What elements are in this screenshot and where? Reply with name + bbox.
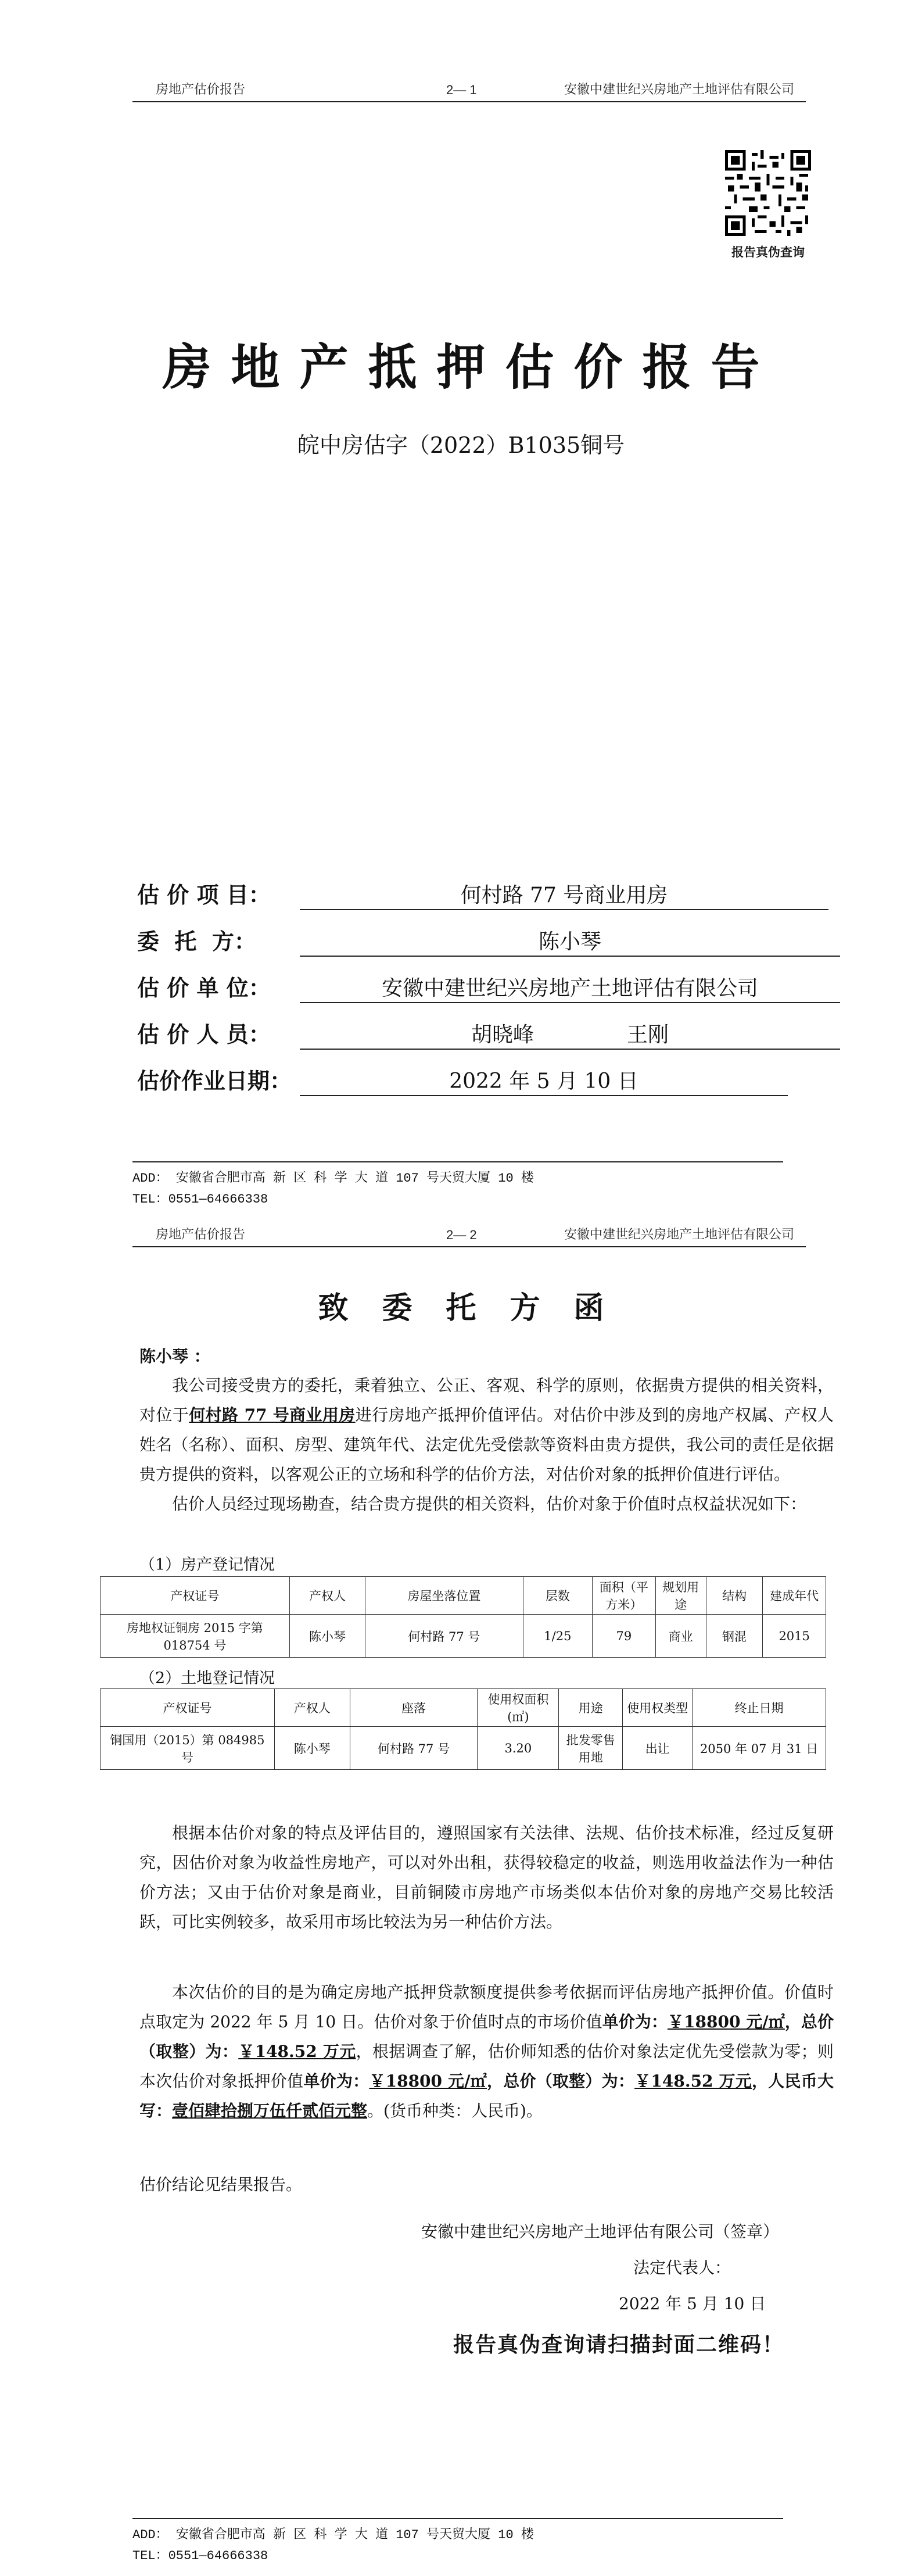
header-left: 房地产估价报告 <box>156 1227 246 1242</box>
staff-value <box>300 1021 840 1050</box>
p4-text-c: ，根据调查了解，估价师知悉的估价对象法定优先受偿款为零；则本次估价对象抵押价值 <box>139 2042 834 2091</box>
table-cell: 钢混 <box>706 1615 763 1658</box>
land-registration-table <box>100 1688 826 1770</box>
header-page-number: 2— 2 <box>446 1228 477 1242</box>
p4-chinese-label: ，人民币大写： <box>139 2071 834 2120</box>
col-header: 房屋坐落位置 <box>365 1577 523 1615</box>
p4-text-d: 。(货币种类：人民币)。 <box>367 2101 543 2120</box>
letter-title: 致委托方函 <box>318 1290 638 1326</box>
unit-label: 估 价 单 位： <box>137 975 271 1001</box>
col-header: 终止日期 <box>693 1689 826 1727</box>
letter-paragraph-5: 估价结论见结果报告。 <box>139 2175 303 2194</box>
house-registration-table <box>100 1576 826 1658</box>
header-company: 安徽中建世纪兴房地产土地评估有限公司 <box>564 82 794 96</box>
table-row <box>101 1727 826 1770</box>
qr-caption: 报告真伪查询 <box>731 246 805 259</box>
p1-text-b: 进行房地产抵押价值评估。对估价中涉及到的房地产权属、产权人姓名（名称）、面积、房型、建筑年代、法定优先受偿款等资料由贵方提供，我公司的责任是依据贵方提供的资料，以客观公正的立场和科学的估价方法，对估价对象的抵押价值进行评估。 <box>139 1405 834 1484</box>
table-cell: 2050 年 07 月 31 日 <box>693 1727 826 1770</box>
table-row <box>101 1615 826 1658</box>
header-page-number: 2— 1 <box>446 83 477 97</box>
col-header: 结构 <box>706 1577 763 1615</box>
mortgage-unit-price: ￥18800 元/㎡ <box>369 2071 487 2091</box>
market-total-price: ￥148.52 万元 <box>238 2042 356 2061</box>
table-cell: 出让 <box>623 1727 693 1770</box>
letter-paragraph-4 <box>139 1977 834 2126</box>
p1-text-a: 我公司接受贵方的委托，秉着独立、公正、客观、科学的原则，依据贵方提供的相关资料，对位于 <box>139 1376 834 1425</box>
table-cell: 陈小琴 <box>289 1615 365 1658</box>
table-cell: 3.20 <box>478 1727 559 1770</box>
verification-notice: 报告真伪查询请扫描封面二维码！ <box>453 2332 785 2357</box>
info-row-client <box>137 924 846 959</box>
signature-representative: 法定代表人： <box>633 2258 731 2277</box>
p4-text-a: 本次估价的目的是为确定房地产抵押贷款额度提供参考依据而评估房地产抵押价值。价值时点取定为 2022 年 5 月 10 日。估价对象于价值时点的市场价值 <box>139 1983 834 2031</box>
report-number: 皖中房估字（2022）B1035铜号 <box>297 432 625 458</box>
table-cell: 陈小琴 <box>274 1727 350 1770</box>
table-cell: 何村路 77 号 <box>350 1727 478 1770</box>
cover-footer <box>132 1161 783 1210</box>
footer-address: ADD： 安徽省合肥市高 新 区 科 学 大 道 107 号天贸大厦 10 楼 <box>132 2528 534 2542</box>
col-header: 座落 <box>350 1689 478 1727</box>
market-unit-price: ￥18800 元/㎡ <box>667 2012 785 2031</box>
col-header: 层数 <box>523 1577 592 1615</box>
col-header: 产权证号 <box>101 1689 275 1727</box>
table-cell: 2015 <box>763 1615 826 1658</box>
client-label: 委 托 方： <box>137 928 256 954</box>
table-cell: 铜国用（2015）第 084985 号 <box>101 1727 275 1770</box>
info-row-unit <box>137 971 846 1006</box>
client-value: 陈小琴 <box>300 928 840 957</box>
info-row-date <box>137 1064 846 1099</box>
table-header-row <box>101 1689 826 1727</box>
signature-company: 安徽中建世纪兴房地产土地评估有限公司（签章） <box>421 2222 780 2241</box>
property-address: 何村路 77 号商业用房 <box>189 1405 356 1425</box>
letter-recipient: 陈小琴 ： <box>139 1347 210 1366</box>
letter-paragraph-3: 根据本估价对象的特点及评估目的，遵照国家有关法律、法规、估价技术标准，经过反复研究，因估价对象为收益性房地产，可以对外出租，获得较稳定的收益，则选用收益法作为一种估价方法；又由于估价对象是商业，目前铜陵市房地产市场类似本估价对象的房地产交易比较活跃，可比实例较多，故采用市场比较法为另一种估价方法。 <box>139 1823 834 1931</box>
header-left: 房地产估价报告 <box>156 82 246 96</box>
signature-date: 2022 年 5 月 10 日 <box>619 2294 766 2313</box>
land-section-heading: （2）土地登记情况 <box>139 1669 275 1687</box>
col-header: 规划用途 <box>655 1577 706 1615</box>
col-header: 用途 <box>559 1689 623 1727</box>
letter-page <box>0 1226 922 2576</box>
table-cell: 何村路 77 号 <box>365 1615 523 1658</box>
col-header: 产权人 <box>289 1577 365 1615</box>
staff-label: 估 价 人 员： <box>137 1021 271 1047</box>
table-header-row <box>101 1577 826 1615</box>
mortgage-total-price: ￥148.52 万元 <box>634 2071 752 2091</box>
letter-paragraph-1 <box>139 1371 834 1489</box>
col-header: 使用权类型 <box>623 1689 693 1727</box>
unit-value: 安徽中建世纪兴房地产土地评估有限公司 <box>300 974 840 1003</box>
table-cell: 79 <box>593 1615 656 1658</box>
appraiser-1: 胡晓峰 <box>471 1023 534 1047</box>
letter-footer <box>132 2518 783 2567</box>
info-row-staff <box>137 1017 846 1052</box>
col-header: 使用权面积(㎡) <box>478 1689 559 1727</box>
table-cell: 批发零售用地 <box>559 1727 623 1770</box>
col-header: 面积（平方米） <box>593 1577 656 1615</box>
running-header <box>132 81 806 102</box>
info-row-project <box>137 878 846 913</box>
appraiser-2: 王刚 <box>627 1023 669 1047</box>
footer-tel: TEL：0551—64666338 <box>132 1192 268 1207</box>
col-header: 建成年代 <box>763 1577 826 1615</box>
p4-unit-label: 单价为： <box>602 2012 668 2031</box>
p4-unit-label-2: 单价为： <box>303 2071 369 2091</box>
date-label: 估价作业日期： <box>137 1068 292 1094</box>
house-section-heading: （1）房产登记情况 <box>139 1556 275 1574</box>
table-cell: 房地权证铜房 2015 字第 018754 号 <box>101 1615 290 1658</box>
project-label: 估 价 项 目： <box>137 882 271 908</box>
date-value: 2022 年 5 月 10 日 <box>300 1067 788 1096</box>
col-header: 产权证号 <box>101 1577 290 1615</box>
footer-address: ADD： 安徽省合肥市高 新 区 科 学 大 道 107 号天贸大厦 10 楼 <box>132 1171 534 1186</box>
table-cell: 商业 <box>655 1615 706 1658</box>
qr-code-icon[interactable] <box>725 150 811 236</box>
amount-in-chinese: 壹佰肆拾捌万伍仟贰佰元整 <box>172 2101 368 2120</box>
project-value: 何村路 77 号商业用房 <box>300 881 828 910</box>
letter-paragraph-2: 估价人员经过现场勘查，结合贵方提供的相关资料，估价对象于价值时点权益状况如下： <box>172 1494 807 1514</box>
p4-total-label-2: ，总价（取整）为： <box>486 2071 635 2091</box>
header-company: 安徽中建世纪兴房地产土地评估有限公司 <box>564 1227 794 1242</box>
running-header <box>132 1226 806 1247</box>
col-header: 产权人 <box>274 1689 350 1727</box>
report-title: 房地产抵押估价报告 <box>162 338 780 396</box>
footer-tel: TEL：0551—64666338 <box>132 2549 268 2563</box>
cover-page <box>0 0 922 1226</box>
table-cell: 1/25 <box>523 1615 592 1658</box>
p4-total-label: ，总价（取整）为： <box>139 2012 834 2061</box>
